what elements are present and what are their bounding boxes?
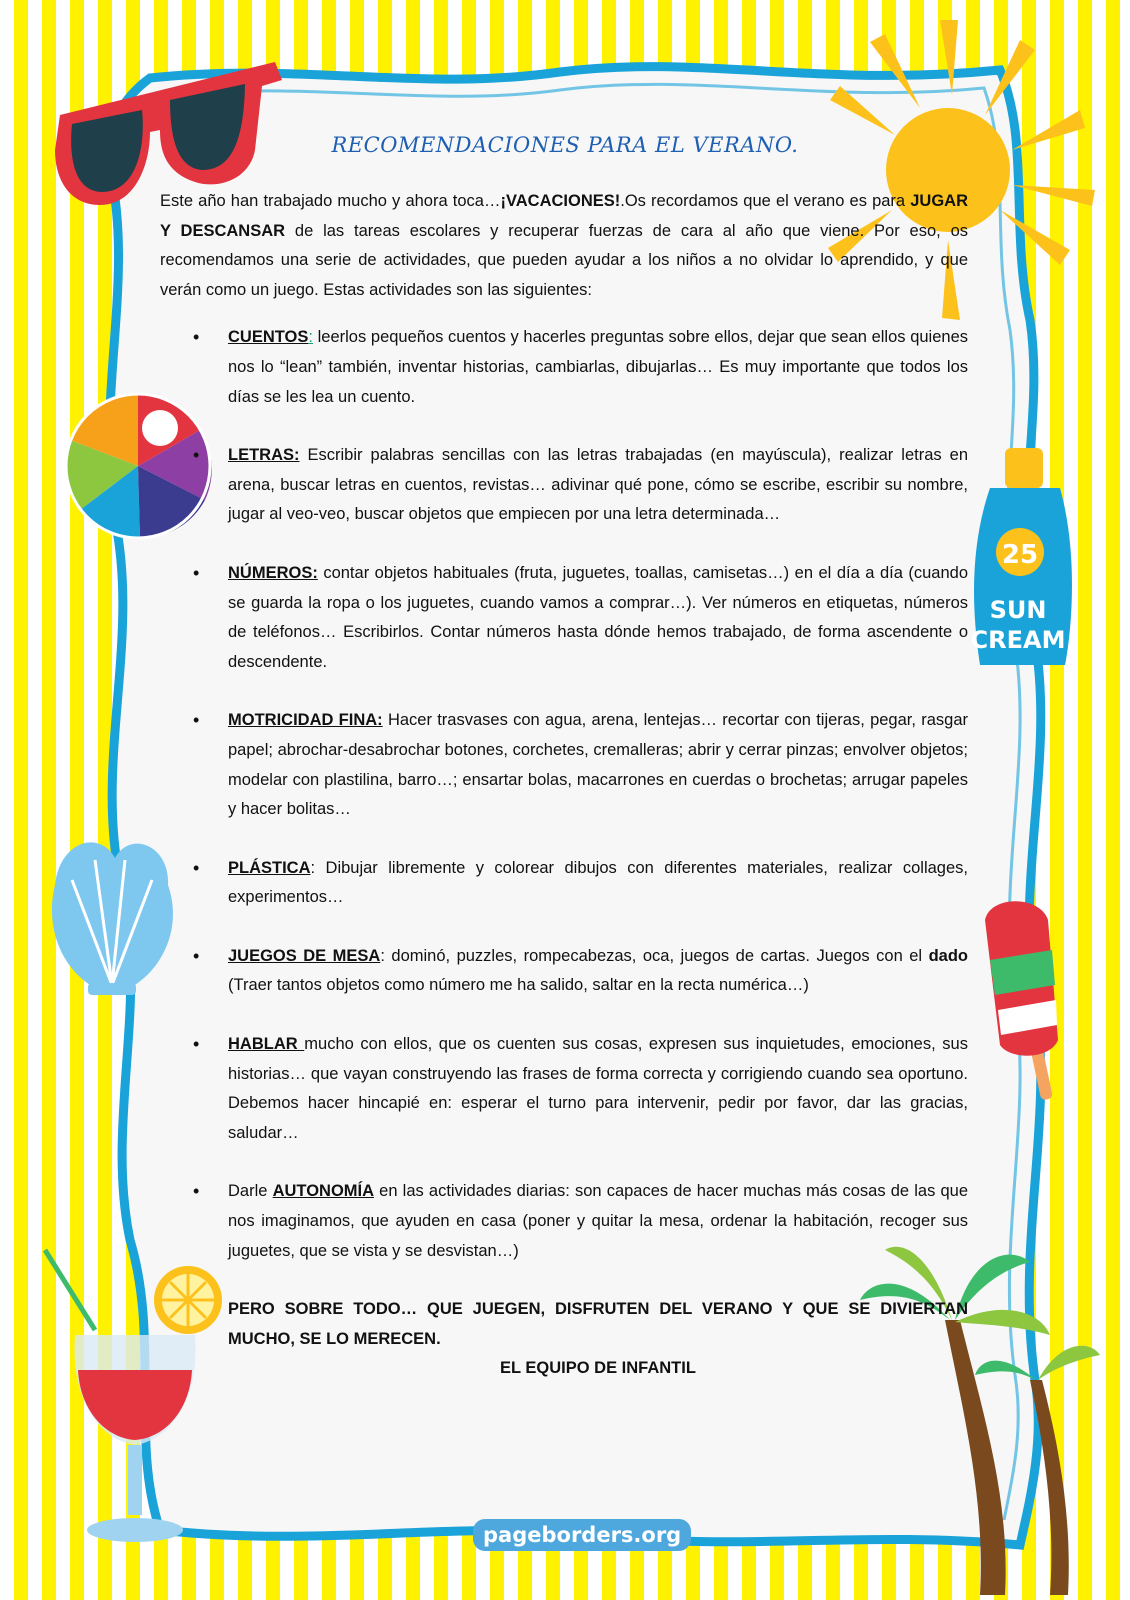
closing-paragraph: PERO SOBRE TODO… QUE JUEGEN, DISFRUTEN DEL VERANO Y QUE SE DIVIERTAN MUCHO, SE LO MERECEN. [228,1300,968,1348]
intro-vacaciones: ¡VACACIONES! [500,192,621,210]
list-item-numeros [160,559,968,677]
plastica-label: PLÁSTICA [228,858,311,877]
juegos-text-1: : dominó, puzzles, rompecabezas, oca, juegos de cartas. Juegos con el [380,946,929,965]
signature: EL EQUIPO DE INFANTIL [500,1359,696,1378]
page-title: RECOMENDACIONES PARA EL VERANO. [331,133,799,157]
intro-text-2: .Os recordamos que el verano es para [620,192,911,210]
list-item-motricidad [160,706,968,824]
autonomia-text: en las actividades diarias: son capaces de hacer muchas más cosas de las que nos imaginamos, que ayuden en casa (poner y quitar la mesa, ordenar la habitación, recoger sus juguetes, que se vista y se desvistan…) [228,1182,968,1260]
sunscreen-label-1: SUN [989,596,1047,624]
motricidad-text: Hacer trasvases con agua, arena, lentejas… recortar con tijeras, pegar, rasgar papel; abrochar-desabrochar botones, corchetes, cremalleras; abrir y cerrar pinzas; envolver objetos; modelar con plastilina, barro…; ensartar bolas, macarrones en cuerdas o brochetas; arrugar papeles y hacer bolitas… [228,711,968,819]
juegos-label: JUEGOS DE MESA [228,946,381,965]
list-item-juegos [160,942,968,1001]
autonomia-pre: Darle [228,1182,273,1201]
numeros-text: contar objetos habituales (fruta, juguetes, toallas, camisetas…) en el día a día (cuando se guarda la ropa o los juguetes, cuando vamos a comprar…). Ver números en etiquetas, números de teléfonos… Escribirlos. Contar números hasta dónde hemos trabajado, de forma ascendente o descendente. [228,563,968,671]
sunscreen-spf: 25 [1001,540,1039,570]
cuentos-label: CUENTOS [228,328,309,347]
cuentos-colon: : [308,328,313,347]
activity-list [160,323,968,1266]
list-item-plastica [160,854,968,913]
juegos-dado: dado [928,946,968,965]
letras-text: Escribir palabras sencillas con las letras trabajadas (en mayúscula), realizar letras en arena, buscar letras en cuentos, revistas… adivinar qué pone, cómo se escribe, escribir su nombre, jugar al veo-veo, buscar objetos que empiecen por una letra determinada… [228,446,968,524]
list-item-cuentos [160,323,968,412]
list-item-hablar [160,1030,968,1148]
letras-label: LETRAS: [228,446,300,465]
cuentos-text: leerlos pequeños cuentos y hacerles preguntas sobre ellos, dejar que sean ellos quienes nos lo “lean” también, inventar historias, cambiarlas, dibujarlas… Es muy importante que todos los días se les lea un cuento. [228,328,968,406]
list-item-autonomia [160,1177,968,1266]
motricidad-label: MOTRICIDAD FINA: [228,711,383,730]
list-item-letras [160,441,968,530]
juegos-text-2: (Traer tantos objetos como número me ha salido, saltar en la recta numérica…) [228,976,809,995]
intro-paragraph [160,187,968,305]
hablar-label: HABLAR [228,1035,305,1054]
hablar-text: mucho con ellos, que os cuenten sus cosas, expresen sus inquietudes, emociones, sus historias… que vayan construyendo las frases de forma correcta y corrigiendo cuando sea oportuno. Debemos hacer hincapié en: esperar el turno para intervenir, pedir por favor, dar las gracias, saludar… [228,1035,968,1142]
intro-jugar: JUGAR Y DESCANSAR [160,192,968,240]
sunscreen-label-2: CREAM [970,626,1066,654]
intro-text-1: Este año han trabajado mucho y ahora toca… [160,192,501,210]
autonomia-label: AUTONOMÍA [272,1182,375,1201]
document-body [160,187,968,1384]
intro-text-3: de las tareas escolares y recuperar fuerzas de cara al año que viene. Por eso, os recomendamos una serie de actividades, que pueden ayudar a los niños a no olvidar lo aprendido, y que verán como un juego. Estas actividades son las siguientes: [160,221,968,299]
plastica-text: : Dibujar libremente y colorear dibujos con diferentes materiales, realizar collages, experimentos… [228,858,968,907]
pageborders-watermark: pageborders.org [473,1519,691,1551]
numeros-label: NÚMEROS: [228,563,318,582]
